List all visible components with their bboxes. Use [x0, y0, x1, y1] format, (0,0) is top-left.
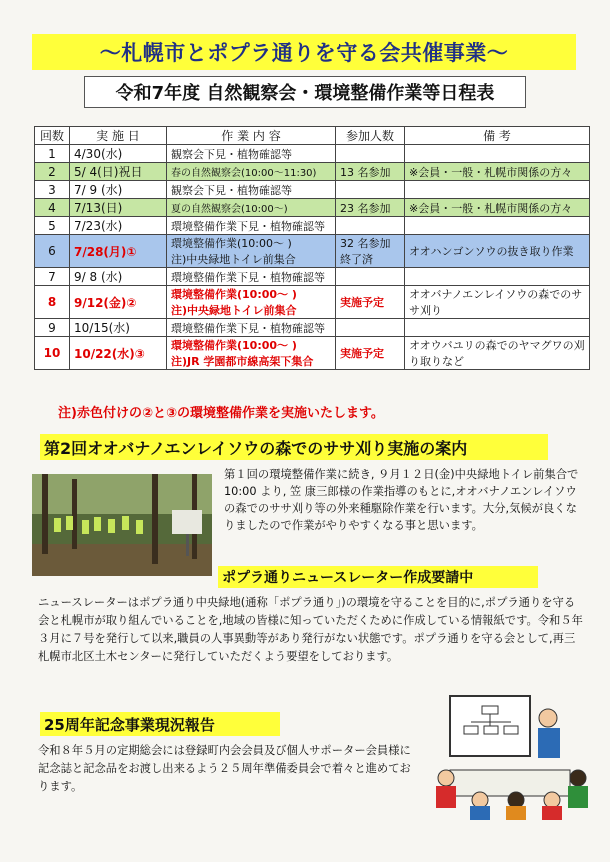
row-date — [70, 181, 167, 199]
row-count-line: 終了済 — [340, 253, 373, 266]
row-number — [35, 163, 70, 181]
row-work-line: 夏の自然観察会(10:00～) — [171, 204, 288, 215]
row-count — [336, 217, 405, 235]
row-count-line: 23 名参加 — [340, 201, 391, 215]
row-work-line: 環境整備作業下見・植物確認等 — [171, 219, 325, 233]
row-date — [70, 199, 167, 217]
row-count — [336, 145, 405, 163]
row-number — [35, 199, 70, 217]
row-date-line: 10/15(水) — [74, 321, 130, 335]
row-work — [167, 163, 336, 181]
meeting-illustration-icon — [430, 690, 590, 820]
row-work — [167, 337, 336, 370]
row-count — [336, 268, 405, 286]
row-count — [336, 181, 405, 199]
row-remarks — [405, 337, 590, 370]
row-count — [336, 286, 405, 319]
row-date-line: 7/13(日) — [74, 201, 123, 215]
row-remarks — [405, 163, 590, 181]
row-remarks — [405, 145, 590, 163]
row-work-line: 環境整備作業下見・植物確認等 — [171, 270, 325, 284]
row-work-line: 環境整備作業(10:00～ ) — [171, 288, 297, 301]
row-number-line: 9 — [48, 320, 56, 335]
row-date — [70, 286, 167, 319]
row-date — [70, 145, 167, 163]
forest-workers-photo — [32, 474, 212, 576]
row-work — [167, 319, 336, 337]
row-work-line: 注)JR 学園都市線高架下集合 — [171, 355, 314, 368]
row-date — [70, 235, 167, 268]
section3-body: 令和８年５月の定期総会には登録町内会会員及び個人サポーター会員様に記念誌と記念品をお渡し出来るよう２５周年準備委員会で着々と進めております。 — [38, 744, 411, 793]
row-number — [35, 145, 70, 163]
table-row — [35, 286, 590, 319]
row-number — [35, 268, 70, 286]
row-number — [35, 235, 70, 268]
row-number-line: 7 — [48, 269, 56, 284]
row-date-line: 7/ 9 (水) — [74, 183, 123, 197]
row-remarks — [405, 181, 590, 199]
row-remarks — [405, 235, 590, 268]
row-number — [35, 286, 70, 319]
row-date — [70, 319, 167, 337]
header-no: 回数 — [35, 127, 70, 145]
row-number-line: 1 — [48, 146, 56, 161]
row-count-line: 実施予定 — [340, 296, 384, 309]
row-date-line: 10/22(水)③ — [74, 346, 145, 361]
row-date-line: 7/28(月)① — [74, 244, 137, 259]
row-number-line: 8 — [47, 295, 57, 309]
row-date-line: 9/ 8 (水) — [74, 270, 123, 284]
row-number — [35, 181, 70, 199]
table-row — [35, 199, 590, 217]
table-row — [35, 268, 590, 286]
page-title-band — [32, 34, 576, 70]
table-row — [35, 235, 590, 268]
row-work-line: 観察会下見・植物確認等 — [171, 183, 292, 197]
row-number — [35, 319, 70, 337]
row-remarks-line: オオバナノエンレイソウの森でのサ — [409, 288, 583, 301]
section1-heading: 第2回オオバナノエンレイソウの森でのササ刈り実施の案内 — [40, 434, 548, 460]
table-row — [35, 145, 590, 163]
row-remarks-line: オオウバユリの森でのヤマグワの刈 — [409, 339, 585, 352]
section1-body: 第１回の環境整備作業に続き, ９月１２日(金)中央緑地トイレ前集合で 10:00 より, 笠 康三郎様の作業指導のもとに,オオバナノエンレイソウの森でのササ刈り等の外来種駆除作業を行います。大分,気候が良くなりましたので作業がやりやすくなる事と思います。 — [224, 468, 579, 532]
table-row — [35, 217, 590, 235]
row-date-line: 4/30(水) — [74, 147, 123, 161]
row-work-line: 環境整備作業(10:00～ ) — [171, 237, 292, 250]
row-count-line: 13 名参加 — [340, 165, 391, 179]
row-work — [167, 145, 336, 163]
row-count — [336, 337, 405, 370]
table-header-row — [35, 127, 590, 145]
row-remarks — [405, 217, 590, 235]
row-number-line: 10 — [43, 346, 61, 360]
row-number-line: 2 — [48, 164, 56, 179]
row-work-line: 注)中央緑地トイレ前集合 — [171, 304, 297, 317]
row-work-line: 注)中央緑地トイレ前集合 — [171, 253, 296, 266]
section2-body: ニュースレーターはポプラ通り中央緑地(通称「ポプラ通り」)の環境を守ることを目的に,ポプラ通りを守る会と札幌市が取り組んでいることを,地域の皆様に知っていただくために作成している情報紙です。令和５年３月に７号を発行して以来,職員の人事異動等があり発行がない状態です。ポプラ通りを守る会として,再三札幌市北区土木センターに発行していただくよう要望をしております。 — [38, 596, 583, 663]
table-row — [35, 319, 590, 337]
row-date — [70, 268, 167, 286]
schedule-subtitle: 令和7年度 自然観察会・環境整備作業等日程表 — [84, 76, 526, 108]
row-count — [336, 319, 405, 337]
row-count — [336, 235, 405, 268]
row-count — [336, 199, 405, 217]
row-date-line: 5/ 4(日)祝日 — [74, 165, 143, 179]
header-count: 参加人数 — [336, 127, 405, 145]
row-remarks — [405, 199, 590, 217]
row-work-line: 観察会下見・植物確認等 — [171, 147, 292, 161]
row-remarks-line: ※会員・一般・札幌市関係の方々 — [409, 165, 573, 179]
row-remarks-line: ※会員・一般・札幌市関係の方々 — [409, 201, 573, 215]
row-work-line: 春の自然観察会(10:00～11:30) — [171, 168, 317, 179]
row-count-line: 実施予定 — [340, 347, 384, 360]
row-number-line: 3 — [48, 182, 56, 197]
row-date — [70, 337, 167, 370]
row-date — [70, 163, 167, 181]
page-title: ～札幌市とポプラ通りを守る会共催事業～ — [99, 41, 509, 65]
section2-heading: ポプラ通りニュースレーター作成要請中 — [218, 566, 538, 588]
row-count — [336, 163, 405, 181]
row-work — [167, 181, 336, 199]
header-remarks: 備 考 — [405, 127, 590, 145]
row-remarks — [405, 268, 590, 286]
row-number — [35, 217, 70, 235]
row-remarks — [405, 319, 590, 337]
table-row — [35, 337, 590, 370]
row-date-line: 9/12(金)② — [74, 295, 137, 310]
header-work: 作 業 内 容 — [167, 127, 336, 145]
row-number-line: 5 — [48, 218, 56, 233]
header-date: 実 施 日 — [70, 127, 167, 145]
row-remarks-line: オオハンゴンソウの抜き取り作業 — [409, 245, 574, 258]
row-remarks — [405, 286, 590, 319]
row-date-line: 7/23(水) — [74, 219, 123, 233]
red-note: 注)赤色付けの②と③の環境整備作業を実施いたします。 — [58, 406, 384, 421]
table-row — [35, 163, 590, 181]
row-remarks-line: サ刈り — [409, 304, 442, 317]
row-number-line: 6 — [48, 244, 56, 258]
table-row — [35, 181, 590, 199]
row-work-line: 環境整備作業下見・植物確認等 — [171, 321, 325, 335]
row-work — [167, 217, 336, 235]
row-work-line: 環境整備作業(10:00～ ) — [171, 339, 297, 352]
row-number — [35, 337, 70, 370]
row-remarks-line: り取りなど — [409, 355, 464, 368]
row-date — [70, 217, 167, 235]
section3-heading: 25周年記念事業現況報告 — [40, 712, 280, 736]
row-work — [167, 268, 336, 286]
row-count-line: 32 名参加 — [340, 237, 391, 250]
row-work — [167, 199, 336, 217]
row-number-line: 4 — [48, 200, 56, 215]
row-work — [167, 235, 336, 268]
schedule-table — [34, 126, 590, 370]
row-work — [167, 286, 336, 319]
